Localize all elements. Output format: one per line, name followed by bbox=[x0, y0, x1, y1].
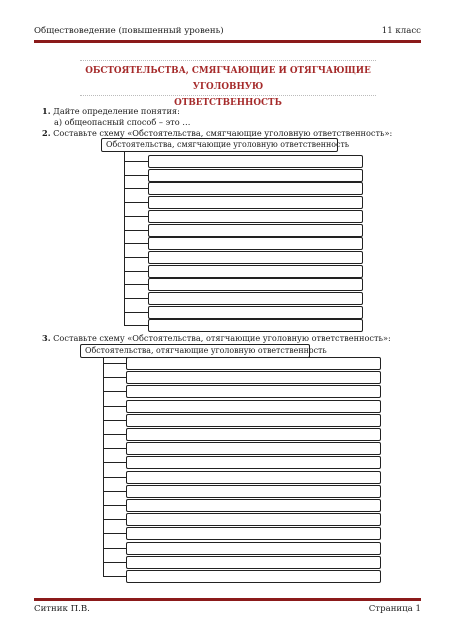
scheme-2-answer-box[interactable] bbox=[126, 414, 381, 427]
scheme-2-connector bbox=[103, 391, 126, 392]
scheme-2-answer-box[interactable] bbox=[126, 400, 381, 413]
scheme-1-answer-box[interactable] bbox=[148, 182, 363, 195]
header-subject: Обществоведение (повышенный уровень) bbox=[34, 26, 224, 36]
scheme-2-connector bbox=[103, 462, 126, 463]
scheme-1-connector bbox=[124, 298, 148, 299]
task-3-number: 3. bbox=[42, 333, 51, 343]
scheme-2-connector bbox=[103, 562, 126, 563]
scheme-1-connector bbox=[124, 202, 148, 203]
scheme-1-connector bbox=[124, 312, 148, 313]
scheme-1-connector bbox=[124, 243, 148, 244]
scheme-2-answer-box[interactable] bbox=[126, 485, 381, 498]
scheme-2-answer-box[interactable] bbox=[126, 527, 381, 540]
scheme-1-connector bbox=[124, 271, 148, 272]
scheme-2-answer-box[interactable] bbox=[126, 428, 381, 441]
footer-author: Ситник П.В. bbox=[34, 604, 90, 614]
footer-page: Страница 1 bbox=[368, 604, 421, 614]
scheme-2-connector bbox=[103, 576, 126, 577]
scheme-2-answer-box[interactable] bbox=[126, 513, 381, 526]
scheme-2-answer-box[interactable] bbox=[126, 357, 381, 370]
scheme-1-connector bbox=[124, 216, 148, 217]
scheme-2-connector bbox=[103, 519, 126, 520]
task-1a-text: а) общеопасный способ – это … bbox=[54, 117, 191, 127]
task-1 bbox=[42, 106, 180, 117]
scheme-1-answer-box[interactable] bbox=[148, 155, 363, 168]
scheme-1-connector bbox=[124, 188, 148, 189]
task-3 bbox=[42, 333, 391, 344]
scheme-1-answer-box[interactable] bbox=[148, 237, 363, 250]
scheme-1-answer-box[interactable] bbox=[148, 292, 363, 305]
scheme-1-connector bbox=[124, 325, 148, 326]
scheme-2-answer-box[interactable] bbox=[126, 542, 381, 555]
scheme-2-connector bbox=[103, 406, 126, 407]
scheme-1-answer-box[interactable] bbox=[148, 278, 363, 291]
scheme-2-connector bbox=[103, 363, 126, 364]
header-rule bbox=[34, 40, 421, 43]
scheme-1-connector bbox=[124, 161, 148, 162]
scheme-1-trunk-line bbox=[124, 152, 125, 325]
scheme-2-connector bbox=[103, 533, 126, 534]
scheme-2-answer-box[interactable] bbox=[126, 442, 381, 455]
scheme-2-connector bbox=[103, 477, 126, 478]
header-grade: 11 класс bbox=[381, 26, 421, 36]
scheme-2-connector bbox=[103, 448, 126, 449]
title-block bbox=[80, 60, 376, 108]
task-3-text: Составьте схему «Обстоятельства, отягчающие уголовную ответственность»: bbox=[50, 333, 391, 343]
task-2-number: 2. bbox=[42, 128, 51, 138]
scheme-1-answer-box[interactable] bbox=[148, 210, 363, 223]
scheme-1-answer-box[interactable] bbox=[148, 169, 363, 182]
scheme-2-connector bbox=[103, 420, 126, 421]
footer-rule bbox=[34, 598, 421, 601]
scheme-2-answer-box[interactable] bbox=[126, 471, 381, 484]
task-2-text: Составьте схему «Обстоятельства, смягчающие уголовную ответственность»: bbox=[50, 128, 393, 138]
scheme-2-answer-box[interactable] bbox=[126, 556, 381, 569]
scheme-1-answer-box[interactable] bbox=[148, 319, 363, 332]
scheme-1-heading: Обстоятельства, смягчающие уголовную ответственность bbox=[101, 138, 338, 152]
scheme-1-connector bbox=[124, 230, 148, 231]
task-1-number: 1. bbox=[42, 106, 51, 116]
scheme-1-connector bbox=[124, 284, 148, 285]
scheme-1-answer-box[interactable] bbox=[148, 306, 363, 319]
scheme-2-answer-box[interactable] bbox=[126, 371, 381, 384]
task-1a bbox=[54, 117, 190, 128]
scheme-2-answer-box[interactable] bbox=[126, 499, 381, 512]
scheme-2-connector bbox=[103, 491, 126, 492]
scheme-2-answer-box[interactable] bbox=[126, 456, 381, 469]
scheme-1-connector bbox=[124, 257, 148, 258]
scheme-2-answer-box[interactable] bbox=[126, 570, 381, 583]
title-line-2: ОТВЕТСТВЕННОСТЬ bbox=[174, 98, 282, 108]
scheme-1-answer-box[interactable] bbox=[148, 265, 363, 278]
scheme-2-connector bbox=[103, 377, 126, 378]
title-line-1: ОБСТОЯТЕЛЬСТВА, СМЯГЧАЮЩИЕ И ОТЯГЧАЮЩИЕ УГОЛОВНУЮ bbox=[85, 66, 371, 92]
scheme-1-answer-box[interactable] bbox=[148, 224, 363, 237]
scheme-1-connector bbox=[124, 175, 148, 176]
task-1-text: Дайте определение понятия: bbox=[50, 106, 180, 116]
scheme-1-answer-box[interactable] bbox=[148, 196, 363, 209]
scheme-1-answer-box[interactable] bbox=[148, 251, 363, 264]
scheme-2-heading: Обстоятельства, отягчающие уголовную ответственность bbox=[80, 344, 310, 358]
scheme-2-connector bbox=[103, 548, 126, 549]
scheme-2-connector bbox=[103, 434, 126, 435]
scheme-2-connector bbox=[103, 505, 126, 506]
scheme-2-answer-box[interactable] bbox=[126, 385, 381, 398]
